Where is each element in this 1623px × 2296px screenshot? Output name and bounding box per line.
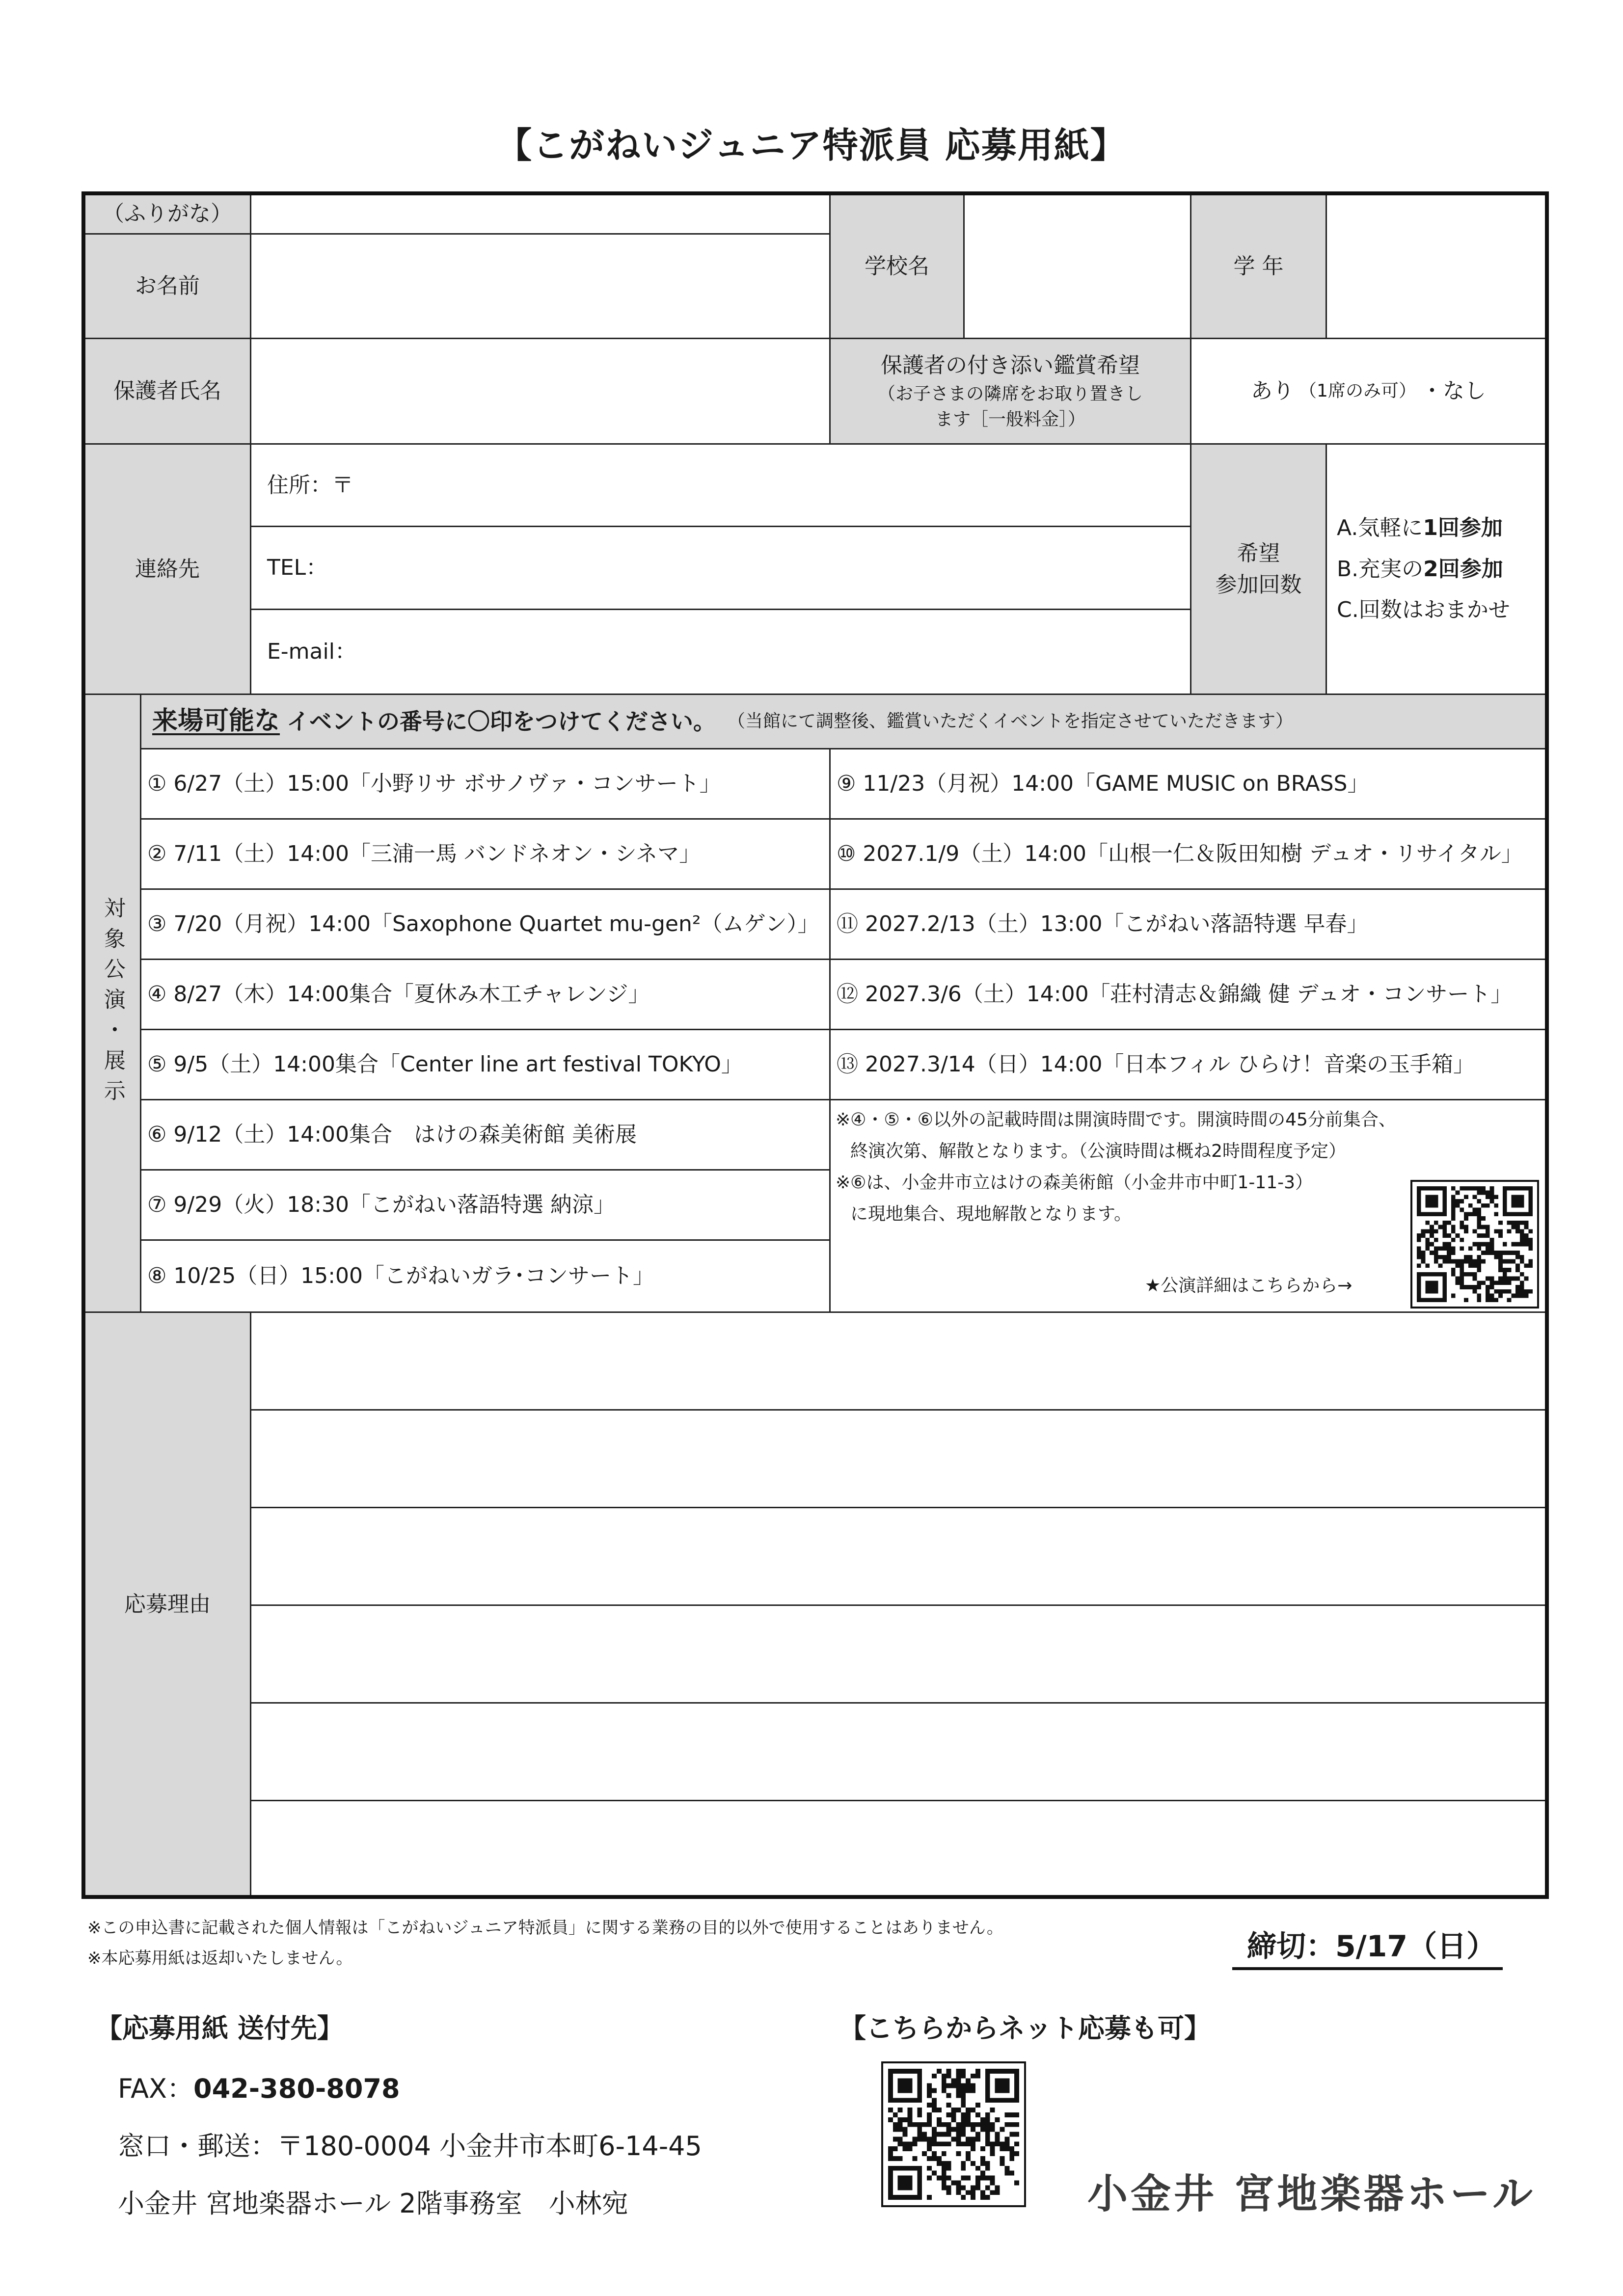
guardian-field[interactable]: [250, 338, 831, 445]
accompany-choice[interactable]: [1190, 338, 1547, 445]
reason-label: 応募理由: [83, 1311, 251, 1897]
target-events-label: 対象公演・展示: [83, 694, 141, 1313]
page-title: 【こがねいジュニア特派員 応募用紙】: [496, 125, 1127, 166]
accompany-no[interactable]: ・なし: [1421, 378, 1486, 404]
event-item-13[interactable]: ⑬ 2027.3/14（日）14:00「日本フィル ひらけ！音楽の玉手箱」: [829, 1029, 1547, 1100]
hall-logo: 小金井 宮地楽器ホール: [1087, 2171, 1536, 2217]
accompany-note: （お子さまの隣席をお取り置きします［一般料金］）: [877, 383, 1143, 429]
instruction-emphasis: 来場可能な: [152, 706, 280, 736]
instruction-note: （当館にて調整後、鑑賞いただくイベントを指定させていただきます）: [728, 711, 1294, 731]
accompany-title: 保護者の付き添い鑑賞希望: [881, 352, 1140, 378]
tel-field[interactable]: TEL：: [250, 526, 1191, 610]
reason-line-5[interactable]: [250, 1702, 1547, 1801]
fax-label: FAX：: [118, 2073, 194, 2104]
reason-line-3[interactable]: [250, 1507, 1547, 1606]
send-heading: 【応募用紙 送付先】: [96, 2013, 344, 2044]
event-item-8[interactable]: ⑧ 10/25（日）15:00「こがねいガラ･コンサート」: [140, 1239, 831, 1313]
event-note-2a: ※⑥は、小金井市立はけの森美術館（小金井市中町1-11-3）: [836, 1173, 1313, 1193]
fax-number: 042-380-8078: [193, 2073, 400, 2104]
participation-label: [1190, 443, 1327, 695]
participation-label-line2: 参加回数: [1215, 572, 1302, 597]
name-field[interactable]: [250, 233, 914, 339]
net-heading: 【こちらからネット応募も可】: [839, 2013, 1211, 2044]
event-note-1b: 終演次第、解散となります。（公演時間は概ね2時間程度予定）: [850, 1141, 1347, 1161]
return-note: ※本応募用紙は返却いたしません。: [87, 1949, 353, 1968]
address-field[interactable]: 住所：〒: [250, 443, 1191, 527]
grade-label: 学 年: [1190, 193, 1327, 339]
participation-option-b[interactable]: B.充実の2回参加: [1337, 556, 1503, 582]
event-item-12[interactable]: ⑫ 2027.3/6（土）14:00「荘村清志＆錦織 健 デュオ・コンサート」: [829, 959, 1547, 1030]
reason-line-4[interactable]: [250, 1604, 1547, 1704]
application-form: [83, 193, 1547, 1897]
event-note-2b: に現地集合、現地解散となります。: [850, 1204, 1132, 1224]
event-item-5[interactable]: ⑤ 9/5（土）14:00集合「Center line art festival TOKYO」: [140, 1029, 831, 1100]
fax-line: [118, 2068, 400, 2106]
school-label: 学校名: [829, 193, 965, 339]
deadline: 締切：5/17（日）: [1232, 1923, 1503, 1970]
event-item-9[interactable]: ⑨ 11/23（月祝）14:00「GAME MUSIC on BRASS」: [829, 748, 1547, 820]
event-details-link[interactable]: ★公演詳細はこちらから→: [1145, 1276, 1352, 1296]
instruction-main: イベントの番号に〇印をつけてください。: [287, 708, 716, 735]
accompany-yes-note: （1席のみ可）: [1299, 380, 1416, 401]
reason-line-1[interactable]: [250, 1311, 1547, 1411]
grade-field[interactable]: [1325, 193, 1547, 339]
event-item-4[interactable]: ④ 8/27（木）14:00集合「夏休み木工チャレンジ」: [140, 959, 831, 1030]
reason-line-6[interactable]: [250, 1800, 1547, 1897]
furigana-field[interactable]: [250, 193, 914, 235]
accompany-label: [829, 338, 1191, 445]
contact-label: 連絡先: [83, 443, 251, 695]
accompany-yes[interactable]: あり: [1251, 378, 1295, 404]
event-item-10[interactable]: ⑩ 2027.1/9（土）14:00「山根一仁＆阪田知樹 デュオ・リサイタル」: [829, 818, 1547, 890]
event-item-1[interactable]: ① 6/27（土）15:00「小野リサ ボサノヴァ・コンサート」: [140, 748, 831, 820]
participation-option-a[interactable]: A.気軽に1回参加: [1337, 515, 1503, 541]
event-item-3[interactable]: ③ 7/20（月祝）14:00「Saxophone Quartet mu-gen²（ムゲン）」: [140, 888, 831, 960]
participation-label-line1: 希望: [1237, 540, 1280, 566]
reason-line-2[interactable]: [250, 1409, 1547, 1508]
event-details-qr-code[interactable]: [1410, 1180, 1539, 1308]
postal-address: 窓口・郵送：〒180-0004 小金井市本町6-14-45: [118, 2131, 702, 2162]
net-application-qr-code[interactable]: [881, 2061, 1026, 2207]
furigana-label: （ふりがな）: [83, 193, 251, 235]
event-instruction: [140, 694, 1547, 749]
participation-option-c[interactable]: C.回数はおまかせ: [1337, 597, 1510, 623]
event-item-2[interactable]: ② 7/11（土）14:00「三浦一馬 バンドネオン・シネマ」: [140, 818, 831, 890]
email-field[interactable]: E-mail：: [250, 609, 1191, 695]
participation-options[interactable]: [1325, 443, 1547, 695]
event-item-7[interactable]: ⑦ 9/29（火）18:30「こがねい落語特選 納涼」: [140, 1169, 831, 1241]
guardian-label: 保護者氏名: [83, 338, 251, 445]
name-label: お名前: [83, 233, 251, 339]
office-address: 小金井 宮地楽器ホール 2階事務室 小林宛: [118, 2188, 628, 2219]
event-item-6[interactable]: ⑥ 9/12（土）14:00集合 はけの森美術館 美術展: [140, 1099, 831, 1171]
school-field[interactable]: [963, 193, 1191, 339]
event-note-1a: ※④・⑤・⑥以外の記載時間は開演時間です。開演時間の45分前集合、: [836, 1110, 1396, 1130]
event-item-11[interactable]: ⑪ 2027.2/13（土）13:00「こがねい落語特選 早春」: [829, 888, 1547, 960]
privacy-note: ※この申込書に記載された個人情報は「こがねいジュニア特派員」に関する業務の目的以外で使用することはありません。: [87, 1918, 1003, 1938]
